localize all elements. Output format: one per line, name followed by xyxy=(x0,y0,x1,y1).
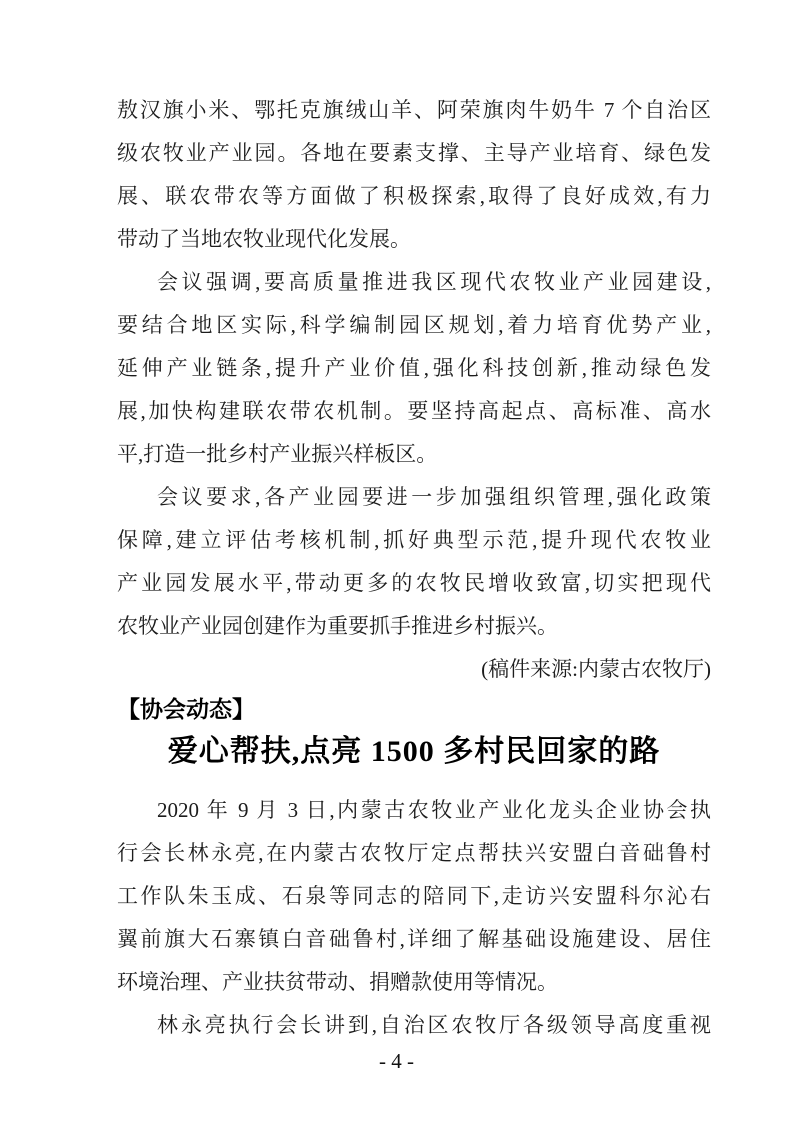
text-line: 行会长林永亮,在内蒙古农牧厅定点帮扶兴安盟白音础鲁村 xyxy=(117,841,711,865)
text-line: 会议强调,要高质量推进我区现代农牧业产业园建设, xyxy=(157,270,711,294)
section-heading: 【协会动态】 xyxy=(117,696,255,722)
text-line: 保障,建立评估考核机制,抓好典型示范,提升现代农牧业 xyxy=(117,528,711,552)
text-line: 农牧业产业园创建作为重要抓手推进乡村振兴。 xyxy=(117,614,558,638)
text-line: 敖汉旗小米、鄂托克旗绒山羊、阿荣旗肉牛奶牛 7 个自治区 xyxy=(117,98,711,122)
source-attribution: (稿件来源:内蒙古农牧厅) xyxy=(481,657,711,681)
paragraph-continuation xyxy=(117,89,711,261)
page-content xyxy=(117,89,711,1047)
text-line: 林永亮执行会长讲到,自治区农牧厅各级领导高度重视 xyxy=(157,1013,711,1037)
text-line: 翼前旗大石寨镇白音础鲁村,详细了解基础设施建设、居住 xyxy=(117,927,711,951)
paragraph-speech xyxy=(117,1004,711,1047)
text-line: 展、联农带农等方面做了积极探索,取得了良好成效,有力 xyxy=(117,184,711,208)
text-line: 平,打造一批乡村产业振兴样板区。 xyxy=(117,442,438,466)
text-line: 环境治理、产业扶贫带动、捐赠款使用等情况。 xyxy=(117,970,558,994)
text-line: 展,加快构建联农带农机制。要坚持高起点、高标准、高水 xyxy=(117,399,711,423)
text-line: 带动了当地农牧业现代化发展。 xyxy=(117,227,411,251)
association-news-article xyxy=(117,691,711,1047)
text-line: 工作队朱玉成、石泉等同志的陪同下,走访兴安盟科尔沁右 xyxy=(117,884,711,908)
meeting-article xyxy=(117,89,711,691)
paragraph-meeting-emphasis xyxy=(117,261,711,476)
text-line: 级农牧业产业园。各地在要素支撑、主导产业培育、绿色发 xyxy=(117,141,711,165)
paragraph-visit xyxy=(117,789,711,1004)
page-number: - 4 - xyxy=(379,1049,414,1073)
text-line: 会议要求,各产业园要进一步加强组织管理,强化政策 xyxy=(157,485,711,509)
paragraph-meeting-requirements xyxy=(117,476,711,648)
article-title: 爱心帮扶,点亮 1500 多村民回家的路 xyxy=(167,735,661,768)
text-line: 产业园发展水平,带动更多的农牧民增收致富,切实把现代 xyxy=(117,571,711,595)
text-line: 2020 年 9 月 3 日,内蒙古农牧业产业化龙头企业协会执 xyxy=(157,798,711,822)
text-line: 延伸产业链条,提升产业价值,强化科技创新,推动绿色发 xyxy=(117,356,711,380)
text-line: 要结合地区实际,科学编制园区规划,着力培育优势产业, xyxy=(117,313,711,337)
